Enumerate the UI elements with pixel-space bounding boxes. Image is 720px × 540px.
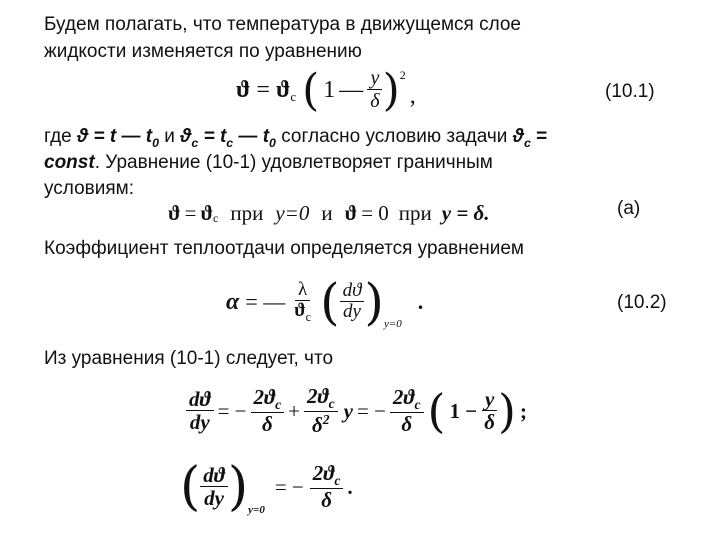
y-variable: y	[343, 398, 353, 423]
equation-number-10-1: (10.1)	[605, 81, 655, 102]
paragraph-2-line-2	[44, 151, 493, 175]
exponent-2: 2	[399, 68, 406, 82]
dtheta-over-dy: $\frac{dϑ}{dy}$	[186, 388, 214, 434]
equals-minus-2: = −	[356, 398, 386, 423]
paragraph-1-line-1: Будем полагать, что температура в движущемся слое	[44, 14, 522, 35]
lambda: λ	[295, 280, 310, 301]
2theta-over-delta-2: $\frac{2ϑ_c}{\delta}$	[390, 386, 424, 437]
semicolon: ;	[519, 398, 527, 423]
left-paren: (	[302, 64, 320, 116]
word-at-2: при	[398, 200, 432, 225]
left-paren: (	[427, 384, 446, 438]
right-paren: )	[382, 64, 400, 116]
word-at-1: при	[230, 200, 264, 225]
right-paren: )	[364, 273, 384, 331]
y-equals-delta: y = δ.	[441, 200, 490, 225]
lambda-over-theta-c	[291, 280, 314, 324]
equation-satisfies-text: . Уравнение (10-1) удовлетворяет граничным	[94, 152, 493, 173]
equals-tc: = t	[198, 126, 227, 147]
theta-c-symbol: ϑ	[275, 76, 291, 103]
one-minus: 1 −	[449, 398, 478, 423]
theta-c: $ϑ_c$	[294, 299, 312, 324]
equals-sign: =	[530, 126, 548, 147]
period: .	[347, 474, 353, 499]
theta-c-2: ϑ	[512, 126, 524, 147]
subscript-c: c	[191, 135, 199, 150]
paragraph-2-line-3: условиям:	[44, 178, 134, 199]
y-over-delta: $\frac{y}{\delta}$	[481, 388, 498, 434]
const-word: const	[44, 152, 95, 173]
equals-minus: = −	[274, 474, 304, 499]
equals-minus: = —	[245, 289, 286, 314]
word-where: где	[44, 126, 72, 147]
evaluated-at-y0: y=0	[248, 504, 265, 516]
left-paren: (	[320, 273, 340, 331]
word-and: и	[321, 200, 333, 225]
boundary-derivative-equation	[180, 452, 353, 522]
comma: ,	[409, 82, 416, 109]
paragraph-1-line-2: жидкости изменяется по уравнению	[44, 41, 362, 62]
2theta-over-delta: $\frac{2ϑ_c}{\delta}$	[251, 386, 285, 437]
one: 1	[323, 76, 336, 103]
2theta-over-delta: $\frac{2ϑ_c}{\delta}$	[310, 462, 344, 513]
theta-c-symbol: ϑ	[200, 200, 214, 225]
paragraph-3: Коэффициент теплоотдачи определяется уравнением	[44, 238, 524, 259]
dash-t0: — t	[233, 126, 270, 147]
equals-zero: = 0	[361, 200, 389, 225]
theta-symbol: ϑ	[236, 76, 251, 103]
dtheta-over-dy: $\frac{dϑ}{dy}$	[200, 464, 228, 510]
evaluated-at-y0: y=0	[383, 318, 402, 330]
derivative-equation	[186, 378, 527, 444]
subscript-c: c	[290, 89, 297, 104]
y-over-delta-fraction	[367, 68, 382, 112]
dy: dy	[343, 301, 361, 323]
theta-symbol: ϑ	[168, 200, 181, 225]
theta-symbol-2: ϑ	[344, 200, 358, 225]
subscript-c-3: c	[523, 135, 531, 150]
y-equals-0: y=0	[275, 200, 310, 225]
subscript-c: c	[213, 210, 219, 225]
alpha-symbol: α	[226, 288, 240, 315]
right-paren: )	[227, 457, 249, 517]
equation-number-10-2: (10.2)	[617, 292, 667, 313]
equals-sign: =	[184, 200, 197, 225]
2theta-over-delta-squared: $\frac{2ϑ_c}{\delta^2}$	[304, 385, 338, 438]
period: .	[417, 289, 424, 314]
dtheta-over-dy	[340, 281, 365, 323]
left-paren: (	[180, 457, 201, 517]
according-text: согласно условию задачи	[275, 126, 513, 147]
boundary-conditions	[168, 198, 490, 228]
paragraph-4: Из уравнения (10-1) следует, что	[44, 348, 334, 369]
subscript-0: 0	[152, 135, 159, 150]
equation-number-a: (a)	[617, 198, 641, 219]
d-theta: dϑ	[340, 281, 365, 302]
equation-10-2	[226, 270, 423, 334]
denominator-delta: δ	[370, 90, 380, 112]
subscript-0-2: 0	[269, 135, 276, 150]
theta-c: ϑ	[180, 126, 192, 147]
equation-10-1	[236, 66, 416, 114]
right-paren: )	[497, 384, 516, 438]
plus-sign: +	[288, 398, 300, 423]
subscript-c-2: c	[226, 135, 234, 150]
equals-minus: = −	[217, 398, 247, 423]
minus-sign: —	[339, 76, 364, 103]
word-and: и	[159, 126, 181, 147]
equals-sign: =	[256, 76, 270, 103]
theta-definition: ϑ = t — t	[77, 126, 153, 147]
numerator-y: y	[367, 68, 382, 90]
